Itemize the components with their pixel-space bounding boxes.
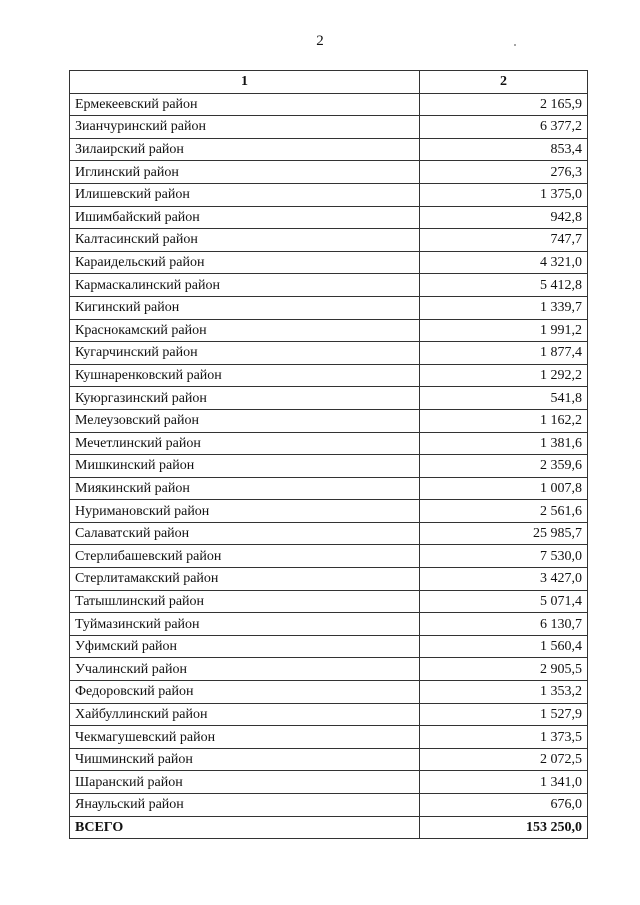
- district-value: 2 165,9: [420, 93, 588, 116]
- district-name: Иглинский район: [70, 161, 420, 184]
- table-row: [70, 296, 588, 319]
- district-name: Стерлибашевский район: [70, 545, 420, 568]
- table-row: [70, 522, 588, 545]
- district-value: 6 130,7: [420, 613, 588, 636]
- district-name: Караидельский район: [70, 251, 420, 274]
- district-value: 5 412,8: [420, 274, 588, 297]
- table-row: [70, 342, 588, 365]
- district-value: 853,4: [420, 138, 588, 161]
- table-row: [70, 251, 588, 274]
- district-name: Туймазинский район: [70, 613, 420, 636]
- district-value: 1 341,0: [420, 771, 588, 794]
- district-name: Кигинский район: [70, 296, 420, 319]
- table-row: [70, 590, 588, 613]
- district-value: 7 530,0: [420, 545, 588, 568]
- table-row: [70, 635, 588, 658]
- district-name: Мечетлинский район: [70, 432, 420, 455]
- table-row: [70, 658, 588, 681]
- table-row: [70, 387, 588, 410]
- district-name: Стерлитамакский район: [70, 568, 420, 591]
- district-value: 1 007,8: [420, 477, 588, 500]
- table-row: [70, 138, 588, 161]
- total-label: ВСЕГО: [70, 816, 420, 839]
- district-name: Уфимский район: [70, 635, 420, 658]
- scan-speck: [514, 44, 516, 46]
- district-value: 1 353,2: [420, 681, 588, 704]
- district-name: Янаульский район: [70, 794, 420, 817]
- table-row: [70, 477, 588, 500]
- district-value: 5 071,4: [420, 590, 588, 613]
- district-value: 1 877,4: [420, 342, 588, 365]
- district-name: Чекмагушевский район: [70, 726, 420, 749]
- district-name: Куюргазинский район: [70, 387, 420, 410]
- district-name: Салаватский район: [70, 522, 420, 545]
- district-name: Кушнаренковский район: [70, 364, 420, 387]
- table-row: [70, 409, 588, 432]
- district-value: 541,8: [420, 387, 588, 410]
- district-value: 2 072,5: [420, 748, 588, 771]
- table-row: [70, 319, 588, 342]
- table-row: [70, 545, 588, 568]
- table-row: [70, 432, 588, 455]
- district-name: Хайбуллинский район: [70, 703, 420, 726]
- district-name: Мишкинский район: [70, 455, 420, 478]
- table-row: [70, 771, 588, 794]
- column-header-1: 1: [70, 71, 420, 94]
- district-name: Илишевский район: [70, 183, 420, 206]
- district-name: Ермекеевский район: [70, 93, 420, 116]
- table-row: [70, 206, 588, 229]
- district-name: Калтасинский район: [70, 229, 420, 252]
- table-header-row: [70, 71, 588, 94]
- table-row: [70, 229, 588, 252]
- district-name: Зилаирский район: [70, 138, 420, 161]
- district-value: 25 985,7: [420, 522, 588, 545]
- table-row: [70, 794, 588, 817]
- district-value: 747,7: [420, 229, 588, 252]
- page-number: 2: [316, 33, 324, 49]
- district-value: 4 321,0: [420, 251, 588, 274]
- district-value: 3 427,0: [420, 568, 588, 591]
- table-row: [70, 364, 588, 387]
- table-row: [70, 681, 588, 704]
- table-row: [70, 703, 588, 726]
- district-value: 1 339,7: [420, 296, 588, 319]
- district-value: 1 381,6: [420, 432, 588, 455]
- table-row: [70, 613, 588, 636]
- district-name: Федоровский район: [70, 681, 420, 704]
- district-value: 676,0: [420, 794, 588, 817]
- table-row: [70, 161, 588, 184]
- district-value: 2 359,6: [420, 455, 588, 478]
- district-name: Кармаскалинский район: [70, 274, 420, 297]
- district-name: Шаранский район: [70, 771, 420, 794]
- district-value: 1 527,9: [420, 703, 588, 726]
- table-row: [70, 500, 588, 523]
- district-value: 1 292,2: [420, 364, 588, 387]
- district-name: Татышлинский район: [70, 590, 420, 613]
- district-name: Учалинский район: [70, 658, 420, 681]
- district-value: 2 561,6: [420, 500, 588, 523]
- district-name: Миякинский район: [70, 477, 420, 500]
- table-row: [70, 726, 588, 749]
- district-value: 1 375,0: [420, 183, 588, 206]
- table-row: [70, 116, 588, 139]
- table-row: [70, 748, 588, 771]
- district-value: 276,3: [420, 161, 588, 184]
- total-value: 153 250,0: [420, 816, 588, 839]
- district-name: Нуримановский район: [70, 500, 420, 523]
- district-name: Мелеузовский район: [70, 409, 420, 432]
- district-name: Чишминский район: [70, 748, 420, 771]
- district-value: 6 377,2: [420, 116, 588, 139]
- column-header-2: 2: [420, 71, 588, 94]
- district-table: [69, 70, 588, 839]
- district-value: 942,8: [420, 206, 588, 229]
- district-name: Зианчуринский район: [70, 116, 420, 139]
- table-row: [70, 93, 588, 116]
- district-name: Краснокамский район: [70, 319, 420, 342]
- district-name: Кугарчинский район: [70, 342, 420, 365]
- district-name: Ишимбайский район: [70, 206, 420, 229]
- district-value: 1 373,5: [420, 726, 588, 749]
- district-value: 2 905,5: [420, 658, 588, 681]
- district-value: 1 560,4: [420, 635, 588, 658]
- table-row: [70, 274, 588, 297]
- district-value: 1 991,2: [420, 319, 588, 342]
- total-row: [70, 816, 588, 839]
- table-row: [70, 455, 588, 478]
- table-row: [70, 183, 588, 206]
- table-row: [70, 568, 588, 591]
- district-value: 1 162,2: [420, 409, 588, 432]
